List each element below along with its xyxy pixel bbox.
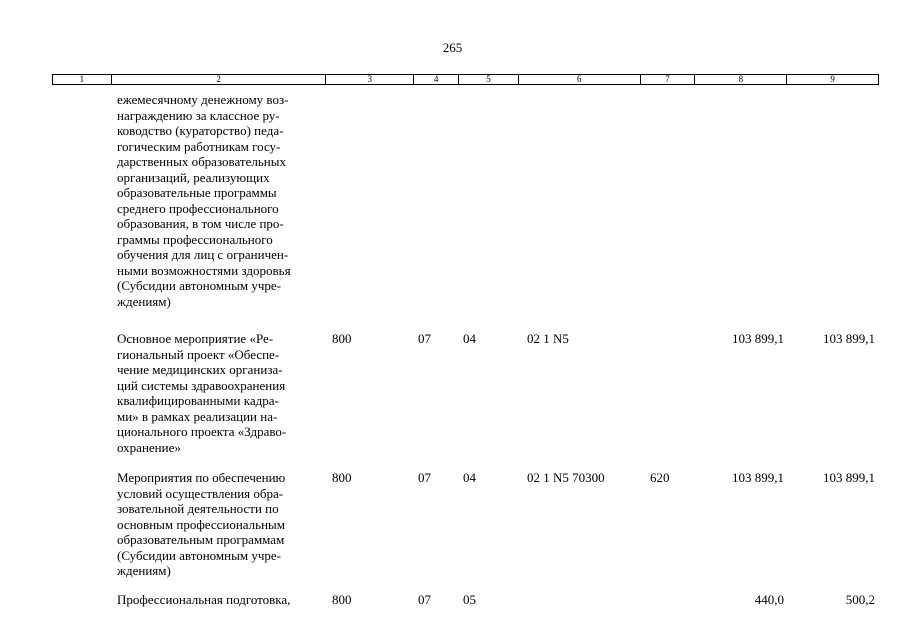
row-col-3: 800 xyxy=(332,592,352,607)
row-col-9: 500,2 xyxy=(845,592,875,607)
row-description: ежемесячному денежному воз- награждению за классное ру- ководство (кураторство) педа- гогическим работникам госу- дарственных образовательных организаций, реализующих образовательные программы среднего профессионального образования, в том числе про- граммы профессионального обучения для лиц с ограничен- ными возможностями здоровья (Субсидии автономным учре- ждениям) xyxy=(117,92,291,309)
row-col-9: 103 899,1 xyxy=(823,470,875,485)
header-col-2: 2 xyxy=(112,75,326,84)
row-col-5: 05 xyxy=(463,592,476,607)
header-col-5: 5 xyxy=(459,75,519,84)
row-col-9: 103 899,1 xyxy=(823,331,875,346)
row-col-4: 07 xyxy=(418,592,431,607)
row-col-8: 103 899,1 xyxy=(732,331,784,346)
row-col-3: 800 xyxy=(332,470,352,485)
row-col-7: 620 xyxy=(650,470,670,485)
row-col-4: 07 xyxy=(418,331,431,346)
row-col-6: 02 1 N5 70300 xyxy=(527,470,605,485)
header-col-1: 1 xyxy=(53,75,112,84)
header-col-6: 6 xyxy=(519,75,641,84)
table-header-row xyxy=(52,74,879,85)
header-col-3: 3 xyxy=(326,75,414,84)
header-col-4: 4 xyxy=(414,75,459,84)
row-col-5: 04 xyxy=(463,331,476,346)
row-col-5: 04 xyxy=(463,470,476,485)
row-description: Мероприятия по обеспечению условий осуществления обра- зовательной деятельности по основным профессиональным образовательным программам (Субсидии автономным учре- ждениям) xyxy=(117,470,286,578)
row-description: Основное мероприятие «Ре- гиональный проект «Обеспе- чение медицинских организа- ций системы здравоохранения квалифицированными кадра- ми» в рамках реализации на- ционального проекта «Здраво- охранение» xyxy=(117,331,287,455)
header-col-8: 8 xyxy=(695,75,787,84)
row-col-4: 07 xyxy=(418,470,431,485)
row-col-6: 02 1 N5 xyxy=(527,331,569,346)
header-col-9: 9 xyxy=(830,74,835,84)
row-description: Профессиональная подготовка, xyxy=(117,592,291,607)
row-col-8: 440,0 xyxy=(754,592,784,607)
row-col-8: 103 899,1 xyxy=(732,470,784,485)
page-number: 265 xyxy=(442,40,463,55)
row-col-3: 800 xyxy=(332,331,352,346)
header-col-7: 7 xyxy=(641,75,696,84)
